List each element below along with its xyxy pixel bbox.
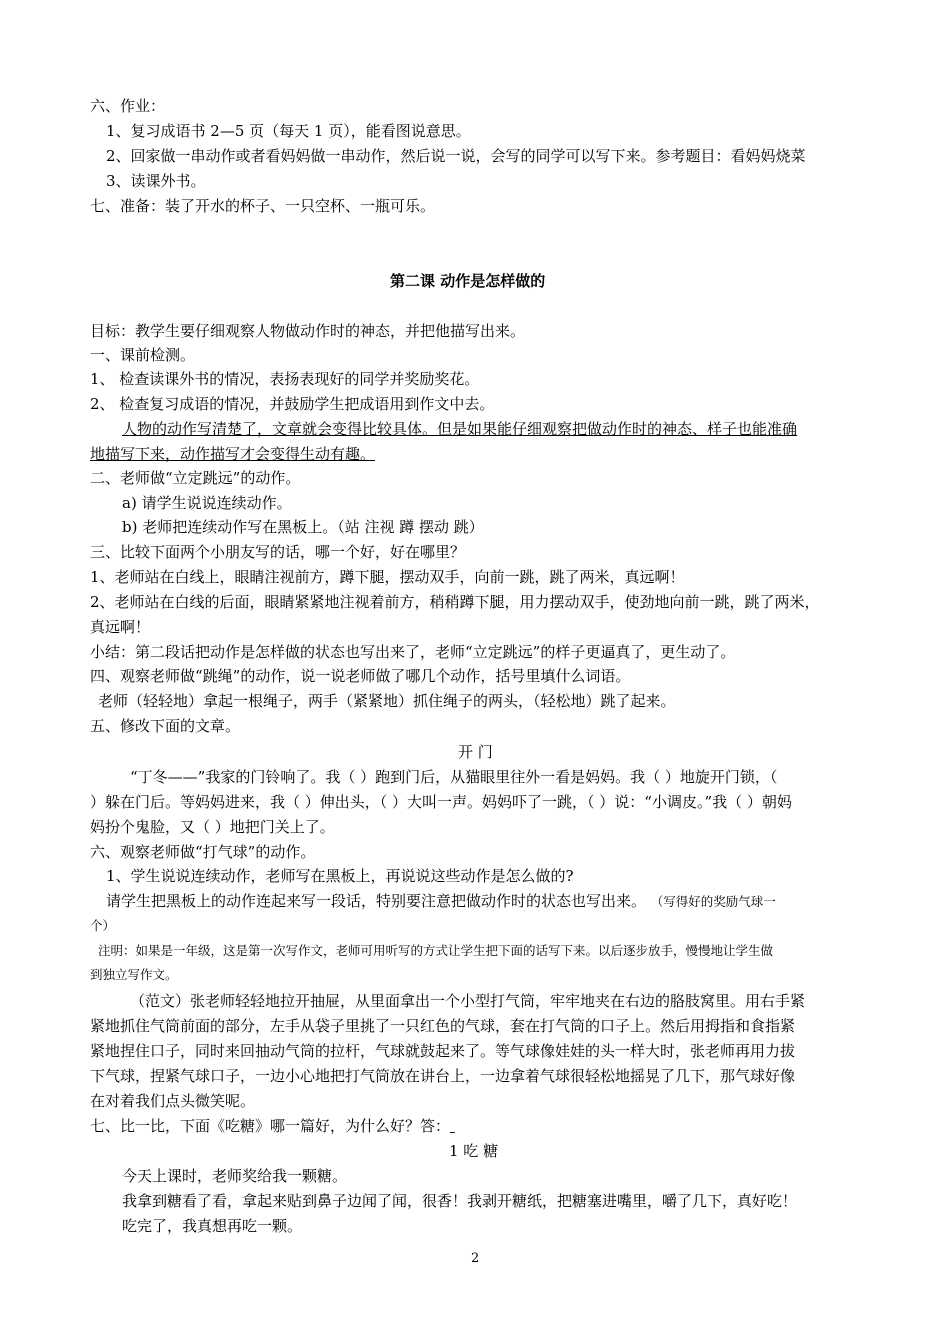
homework-item-3: 3、读课外书。 — [106, 172, 206, 190]
story-eat-candy-paragraph-3: 吃完了，我真想再吃一颗。 — [122, 1217, 303, 1235]
story-open-door-line-3: 妈扮个鬼脸，又（ ）地把门关上了。 — [90, 818, 335, 836]
story-eat-candy-paragraph-1: 今天上课时，老师奖给我一颗糖。 — [122, 1167, 348, 1185]
section-3-summary: 小结：第二段话把动作是怎样做的状态也写出来了，老师“立定跳远”的样子更逼真了，更生动了。 — [90, 643, 736, 661]
story-eat-candy-paragraph-2: 我拿到糖看了看，拿起来贴到鼻子边闻了闻，很香！我剥开糖纸，把糖塞进嘴里，嚼了几下，真好吃！ — [122, 1192, 798, 1210]
section-2-heading: 二、老师做“立定跳远”的动作。 — [90, 469, 301, 487]
answer-blank — [450, 1117, 455, 1135]
model-essay-line-4: 下气球，捏紧气球口子，一边小心地把打气筒放在讲台上，一边拿着气球很轻松地摇晃了几下，那气球好像 — [90, 1067, 796, 1085]
section-6-heading: 六、观察老师做“打气球”的动作。 — [90, 843, 316, 861]
section-3-sentence-1: 1、老师站在白线上，眼睛注视前方，蹲下腿，摆动双手，向前一跳，跳了两米，真远啊！ — [90, 568, 685, 586]
section-6-request-note-line-2: 个） — [90, 918, 116, 933]
homework-item-2: 2、回家做一串动作或者看妈妈做一串动作，然后说一说，会写的同学可以写下来。参考题目：看妈妈烧菜 — [106, 147, 806, 165]
section-6-item-1: 1、学生说说连续动作，老师写在黑板上，再说说这些动作是怎么做的? — [106, 867, 574, 885]
section-1-note-line-2: 地描写下来，动作描写才会变得生动有趣。 — [90, 445, 376, 463]
section-6-request-text: 请学生把黑板上的动作连起来写一段话，特别要注意把做动作时的状态也写出来。 — [106, 892, 647, 910]
model-essay-line-5: 在对着我们点头微笑呢。 — [90, 1092, 256, 1110]
section-5-heading: 五、修改下面的文章。 — [90, 717, 241, 735]
section-4-heading: 四、观察老师做“跳绳”的动作，说一说老师做了哪几个动作，括号里填什么词语。 — [90, 667, 631, 685]
section-7-heading — [90, 1115, 455, 1137]
story-eat-candy-title: 1 吃 糖 — [449, 1142, 499, 1160]
section-1-heading: 一、课前检测。 — [90, 346, 196, 364]
homework-heading: 六、作业： — [90, 97, 166, 115]
section-3-heading: 三、比较下面两个小朋友写的话，哪一个好，好在哪里？ — [90, 543, 466, 561]
section-7-heading-text: 七、比一比，下面《吃糖》哪一篇好，为什么好？答： — [90, 1117, 451, 1135]
story-open-door-line-2: ）躲在门后。等妈妈进来，我（ ）伸出头，（ ）大叫一声。妈妈吓了一跳，（ ）说：“小调皮。”我（ ）朝妈 — [90, 793, 792, 811]
section-4-text: 老师（轻轻地）拿起一根绳子，两手（紧紧地）抓住绳子的两头，（轻松地）跳了起来。 — [98, 692, 676, 710]
section-2-item-b: b) 老师把连续动作写在黑板上。（站 注视 蹲 摆动 跳） — [122, 518, 484, 536]
section-1-note-line-1: 人物的动作写清楚了，文章就会变得比较具体。但是如果能仔细观察把做动作时的神态、样子也能准确 — [122, 420, 798, 438]
section-6-note-line-2: 到独立写作文。 — [90, 967, 178, 982]
lesson-goal: 目标：教学生要仔细观察人物做动作时的神态，并把他描写出来。 — [90, 322, 526, 340]
model-essay-line-1: （范文）张老师轻轻地拉开抽屉，从里面拿出一个小型打气筒，牢牢地夹在右边的胳肢窝里。用右手紧 — [130, 992, 806, 1010]
section-6-note-line-1: 注明：如果是一年级，这是第一次写作文，老师可用听写的方式让学生把下面的话写下来。以后逐步放手，慢慢地让学生做 — [98, 943, 774, 958]
model-essay-line-2: 紧地抓住气筒前面的部分，左手从袋子里挑了一只红色的气球，套在打气筒的口子上。然后用拇指和食指紧 — [90, 1017, 796, 1035]
section-6-request-note: （写得好的奖励气球一 — [650, 894, 776, 909]
story-open-door-line-1: “丁冬——”我家的门铃响了。我（ ）跑到门后，从猫眼里往外一看是妈妈。我（ ）地旋开门锁，（ — [130, 768, 778, 786]
section-1-item-1: 1、 检查读课外书的情况，表扬表现好的同学并奖励奖花。 — [90, 370, 480, 388]
section-1-item-2: 2、 检查复习成语的情况，并鼓励学生把成语用到作文中去。 — [90, 395, 495, 413]
section-6-request — [106, 890, 776, 913]
model-essay-line-3: 紧地捏住口子，同时来回抽动气筒的拉杆，气球就鼓起来了。等气球像娃娃的头一样大时，张老师再用力拔 — [90, 1042, 796, 1060]
section-3-sentence-2-line-2: 真远啊！ — [90, 618, 151, 636]
lesson-title: 第二课 动作是怎样做的 — [390, 272, 546, 290]
section-3-sentence-2-line-1: 2、老师站在白线的后面，眼睛紧紧地注视着前方，稍稍蹲下腿，用力摆动双手，使劲地向前一跳，跳了两米， — [90, 593, 820, 611]
story-open-door-title: 开 门 — [458, 743, 493, 761]
homework-item-1: 1、复习成语书 2—5 页（每天 1 页），能看图说意思。 — [106, 122, 471, 140]
section-2-item-a: a) 请学生说说连续动作。 — [122, 494, 292, 512]
page-number: 2 — [471, 1251, 480, 1266]
preparation-line: 七、准备：装了开水的杯子、一只空杯、一瓶可乐。 — [90, 197, 436, 215]
